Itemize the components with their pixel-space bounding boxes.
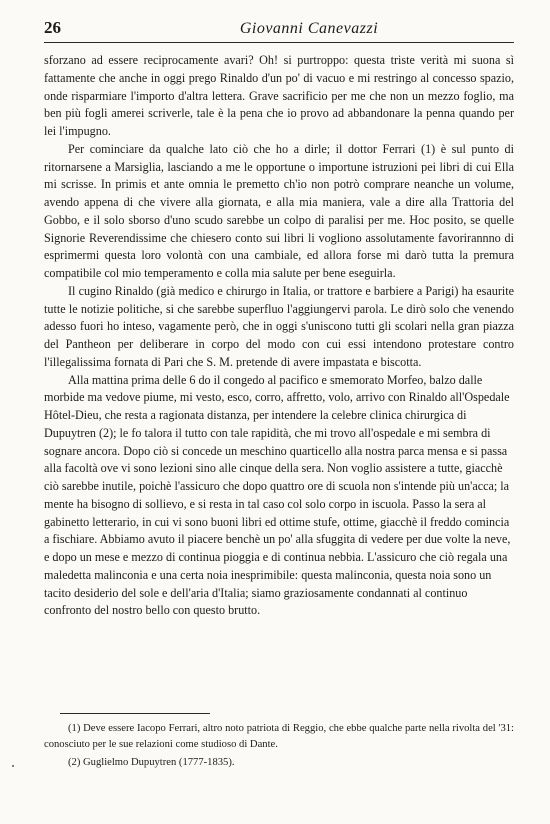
- footnote-2: (2) Guglielmo Dupuytren (1777-1835).: [68, 757, 235, 768]
- paragraph-2: Per cominciare da qualche lato ciò che ho a dirle; il dottor Ferrari (1) è sul punto di ritornarsene a Marsiglia, lasciando a me le opportune o importune istruzioni pei libri di cui Ella mi scrisse. In primis et ante omnia le premetto ch'io non potrò comprare neanche un volume, avendo appena di che vivere alla giornata, e alla mia maniera, vale a dire alla Trattoria del Gobbo, e il solo sborso d'uno scudo sarebbe un colpo di paralisi per me. Hoc posito, se quelle Signorie Reverendissime che chiesero conto sui libri li vogliono assolutamente favorirannno di esprimermi questa loro volontà con una cambiale, ed allora forse mi darò tutta la premura compatibile col mio temperamento e colla mia salute per bene eseguirla.: [44, 141, 514, 280]
- paragraph-1: sforzano ad essere reciprocamente avari? Oh! si purtroppo: questa triste verità mi suona sì fattamente che anche in oggi prego Rinaldo d'un po' di vacuo e mi restringo al concesso spazio, onde risparmiare l'importo d'altra lettera. Grave sacrificio per me che non un mezzo foglio, ma ben più fogli amerei scriverle, tale è la pena che io provo ad abbandonare la penna quando per lei l'impugno.: [44, 53, 514, 138]
- page-header: [44, 16, 514, 43]
- ink-speck: [12, 765, 14, 767]
- body-text: [44, 52, 514, 620]
- footnote-1: (1) Deve essere Iacopo Ferrari, altro noto patriota di Reggio, che ebbe qualche parte nella rivolta del '31: conosciuto per le sue relazioni come studioso di Dante.: [44, 723, 514, 750]
- paragraph-4: Alla mattina prima delle 6 do il congedo al pacifico e smemorato Morfeo, balzo dalle morbide ma vedove piume, mi vesto, esco, corro, affretto, volo, arrivo con Rinaldo all'Ospedale Hôtel-Dieu, che resta a ragionata distanza, per intendere la celebre clinica chirurgica di Dupuytren (2); le fo talora il tutto con tale rapidità, che mi trovo all'ospedale e mi sembra di sognare ancora. Dopo ciò si concede un meschino quarticello alla nostra parca mensa e si passa alla facoltà ove vi sono lezioni sino alle cinque della sera. Non voglio assistere a tutte, giacchè ciò sarebbe inutile, poichè l'assicuro che dopo quattro ore di scuola non s'intende più un'acca; la mente ha bisogno di sollievo, e si resta in tal caso col solo corpo in iscuola. Passo la sera al gabinetto letterario, in cui vi sono buoni libri ed ottime stufe, ottime, giacchè il freddo comincia a fischiare. Abbiamo avuto il piacere benchè un po' alla sfuggita di vedere per due volte la neve, e dopo un mese e mezzo di continua pioggia e di continua nebbia. L'assicuro che ciò regala una maledetta malinconia e una certa noia inesprimibile: questa malinconia, questa noia sono un tacito desiderio del sole e dell'aria d'Italia; siamo graziosamente condannati al continuo confronto del nostro bello con questo brutto.: [44, 372, 511, 618]
- page-number: 26: [44, 18, 61, 37]
- footnote-divider: [60, 713, 210, 714]
- paragraph-3: Il cugino Rinaldo (già medico e chirurgo in Italia, or trattore e barbiere a Parigi) ha esaurite tutte le notizie politiche, si che sarebbe superfluo l'aggiungervi parola. Le dirò solo che venendo adesso fuori ho inteso, vagamente però, che in oggi s'uniscono tutti gli scolari nella gran piazza del Pantheon per deliberare in corpo del modo con cui essi intendono protestare contro l'illegalissima fornata di Pari che S. M. pretende di avere impastata e biscotta.: [44, 283, 514, 369]
- running-title: Giovanni Canevazzi: [239, 20, 379, 37]
- footnotes: [44, 721, 514, 771]
